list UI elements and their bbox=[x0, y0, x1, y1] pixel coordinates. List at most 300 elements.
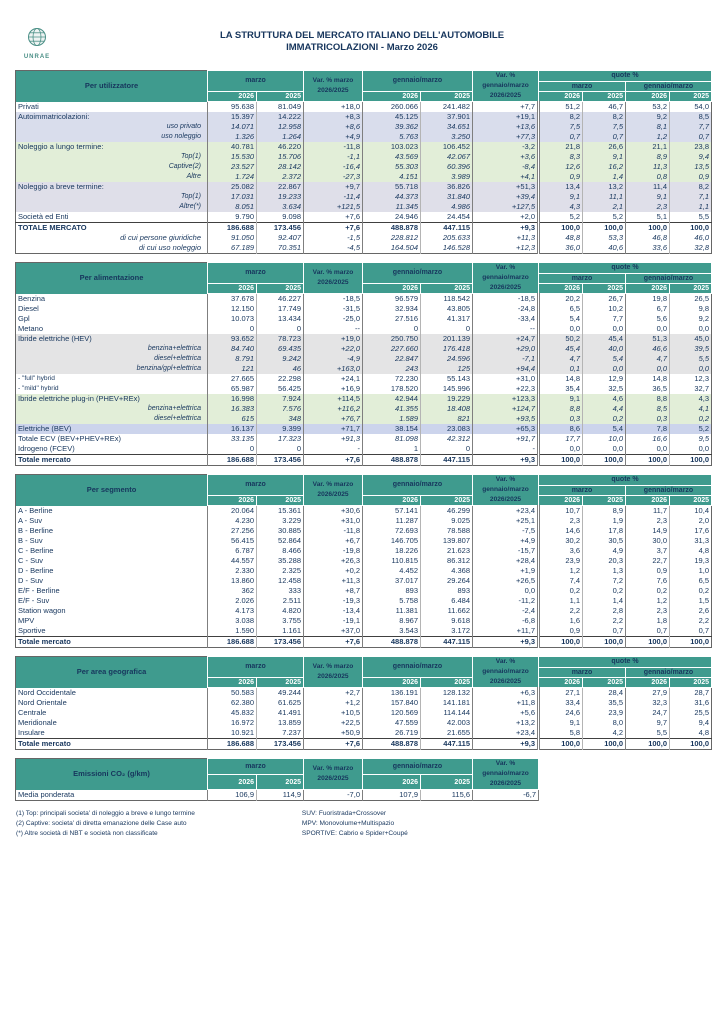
cell-value: 19,3 bbox=[670, 556, 712, 566]
cell-value: 16,6 bbox=[626, 434, 670, 444]
row-label: Station wagon bbox=[16, 606, 208, 616]
cell-value: 11,1 bbox=[583, 192, 626, 202]
row-label: Ibride elettriche (HEV) bbox=[16, 334, 208, 344]
col-year-2026: 2026 bbox=[208, 92, 257, 102]
col-year-2025: 2025 bbox=[583, 284, 626, 294]
cell-value: 16.137 bbox=[231, 424, 254, 433]
row-label: Elettriche (BEV) bbox=[16, 424, 208, 434]
cell-value: 96.579 bbox=[395, 294, 418, 303]
cell-value: 7,2 bbox=[583, 576, 626, 586]
cell-value: 121 bbox=[241, 364, 254, 373]
row-label: Top(1) bbox=[16, 152, 208, 162]
cell-value: 40.781 bbox=[231, 142, 254, 151]
cell-value: 3.543 bbox=[399, 626, 418, 635]
cell-value: 84.740 bbox=[231, 344, 254, 353]
table-body-emissioni-co2 bbox=[16, 790, 539, 801]
cell-value: 42.312 bbox=[421, 434, 473, 444]
cell-value: 0 bbox=[249, 324, 254, 333]
cell-value: 1.590 bbox=[235, 626, 254, 635]
row-label: di cui uso noleggio bbox=[16, 243, 208, 254]
cell-value: 5,2 bbox=[670, 424, 712, 434]
row-label: Società ed Enti bbox=[16, 212, 208, 223]
cell-value: 100,0 bbox=[539, 455, 583, 466]
cell-value: 24.946 bbox=[395, 212, 418, 221]
cell-value: 46,6 bbox=[626, 344, 670, 354]
cell-value: +19,0 bbox=[304, 334, 363, 344]
cell-value: 20,3 bbox=[583, 556, 626, 566]
col-group-quote-gennaio-marzo: gennaio/marzo bbox=[626, 668, 712, 678]
cell-value: +37,0 bbox=[304, 626, 363, 637]
row-label: diesel+elettrica bbox=[16, 414, 208, 424]
cell-value: 0,9 bbox=[670, 172, 712, 182]
cell-value: 44.557 bbox=[231, 556, 254, 565]
cell-value: 7,6 bbox=[626, 576, 670, 586]
table-row bbox=[16, 434, 712, 444]
table-body-segmento bbox=[16, 506, 712, 648]
cell-value: -19,3 bbox=[304, 596, 363, 606]
cell-value: -19,8 bbox=[304, 546, 363, 556]
cell-value: +0,2 bbox=[304, 566, 363, 576]
col-var-gennaio-marzo: Var. % gennaio/marzo 2026/2025 bbox=[473, 759, 539, 790]
cell-value: 9,5 bbox=[670, 434, 712, 444]
cell-value: 27.256 bbox=[231, 526, 254, 535]
cell-value: +114,5 bbox=[304, 394, 363, 404]
cell-value: 9,1 bbox=[583, 152, 626, 162]
row-label: MPV bbox=[16, 616, 208, 626]
row-label: benzina/gpl+elettrica bbox=[16, 364, 208, 374]
col-year-2025: 2025 bbox=[421, 775, 473, 790]
cell-value: 11.662 bbox=[421, 606, 473, 616]
cell-value: -3,2 bbox=[473, 142, 539, 152]
cell-value: 4,7 bbox=[626, 354, 670, 364]
table-row bbox=[16, 324, 712, 334]
cell-value: 11.381 bbox=[395, 606, 418, 615]
cell-value: 12.958 bbox=[257, 122, 304, 132]
table-row bbox=[16, 233, 712, 243]
row-label: E/F - Berline bbox=[16, 586, 208, 596]
cell-value: 5,4 bbox=[583, 354, 626, 364]
cell-value: -18,5 bbox=[473, 294, 539, 305]
cell-value: 11,4 bbox=[626, 182, 670, 192]
header-row bbox=[16, 475, 712, 486]
page-title: LA STRUTTURA DEL MERCATO ITALIANO DELL'AUTOMOBILE bbox=[219, 30, 505, 41]
table-row bbox=[16, 112, 712, 122]
cell-value: 1,5 bbox=[670, 596, 712, 606]
row-label: uso noleggio bbox=[16, 132, 208, 142]
row-label: Totale mercato bbox=[16, 739, 208, 750]
cell-value: 100,0 bbox=[583, 739, 626, 750]
cell-value: 93.652 bbox=[231, 334, 254, 343]
cell-value: +9,3 bbox=[473, 739, 539, 750]
cell-value: 100,0 bbox=[539, 637, 583, 648]
cell-value: 49.244 bbox=[257, 688, 304, 699]
cell-value: 55.143 bbox=[421, 374, 473, 384]
col-group-quote: quote % bbox=[539, 263, 712, 274]
cell-value: 95.638 bbox=[231, 102, 254, 111]
cell-value: 0,0 bbox=[583, 324, 626, 334]
cell-value: 5,5 bbox=[670, 212, 712, 223]
cell-value: 61.625 bbox=[257, 698, 304, 708]
col-year-2026: 2026 bbox=[539, 678, 583, 688]
cell-value: -7,5 bbox=[473, 526, 539, 536]
cell-value: 57.141 bbox=[395, 506, 418, 515]
cell-value: -27,3 bbox=[304, 172, 363, 182]
cell-value: 7,4 bbox=[539, 576, 583, 586]
cell-value: +94,4 bbox=[473, 364, 539, 374]
cell-value: 31,6 bbox=[670, 698, 712, 708]
cell-value: -11,8 bbox=[304, 142, 363, 152]
cell-value: 3.038 bbox=[235, 616, 254, 625]
cell-value: 31,3 bbox=[670, 536, 712, 546]
cell-value: 4,7 bbox=[539, 354, 583, 364]
cell-value: +163,0 bbox=[304, 364, 363, 374]
cell-value: 35.288 bbox=[257, 556, 304, 566]
cell-value: 1,4 bbox=[583, 172, 626, 182]
cell-value: 1,1 bbox=[670, 202, 712, 212]
table-row bbox=[16, 374, 712, 384]
cell-value: +93,5 bbox=[473, 414, 539, 424]
cell-value: 1,3 bbox=[583, 566, 626, 576]
cell-value: 4,3 bbox=[539, 202, 583, 212]
cell-value: 9,8 bbox=[670, 304, 712, 314]
table-header-area-geografica bbox=[16, 657, 712, 688]
cell-value: 362 bbox=[241, 586, 254, 595]
cell-value: +9,3 bbox=[473, 455, 539, 466]
table-row bbox=[16, 182, 712, 192]
cell-value: -25,0 bbox=[304, 314, 363, 324]
cell-value: 8,9 bbox=[583, 506, 626, 517]
cell-value: 12.150 bbox=[231, 304, 254, 313]
cell-value: +25,1 bbox=[473, 516, 539, 526]
cell-value: 100,0 bbox=[583, 455, 626, 466]
col-year-2025: 2025 bbox=[257, 775, 304, 790]
cell-value: 45,4 bbox=[539, 344, 583, 354]
cell-value: -33,4 bbox=[473, 314, 539, 324]
cell-value: +76,7 bbox=[304, 414, 363, 424]
column-group-label: Emissioni CO₂ (g/km) bbox=[16, 759, 208, 790]
cell-value: 4.452 bbox=[399, 566, 418, 575]
cell-value: 2,3 bbox=[626, 202, 670, 212]
cell-value: +10,5 bbox=[304, 708, 363, 718]
col-year-2026: 2026 bbox=[363, 496, 421, 506]
cell-value: 178.520 bbox=[390, 384, 418, 393]
cell-value: 46.220 bbox=[257, 142, 304, 152]
cell-value: 29.264 bbox=[421, 576, 473, 586]
cell-value: 56.425 bbox=[257, 384, 304, 394]
cell-value: 100,0 bbox=[626, 739, 670, 750]
col-group-quote-gennaio-marzo: gennaio/marzo bbox=[626, 486, 712, 496]
table-row bbox=[16, 556, 712, 566]
row-label: Metano bbox=[16, 324, 208, 334]
cell-value: 12.458 bbox=[257, 576, 304, 586]
cell-value: 1,8 bbox=[626, 616, 670, 626]
cell-value: 3.229 bbox=[257, 516, 304, 526]
cell-value: 7,1 bbox=[670, 192, 712, 202]
row-label: - "full" hybrid bbox=[16, 374, 208, 384]
cell-value: 45,0 bbox=[670, 334, 712, 344]
table-row bbox=[16, 526, 712, 536]
cell-value: 447.115 bbox=[421, 455, 473, 466]
table-row bbox=[16, 708, 712, 718]
cell-value: 20,2 bbox=[539, 294, 583, 305]
cell-value: +5,6 bbox=[473, 708, 539, 718]
cell-value: 3,7 bbox=[626, 546, 670, 556]
cell-value: 0,9 bbox=[626, 566, 670, 576]
col-year-2026: 2026 bbox=[363, 92, 421, 102]
col-group-marzo: marzo bbox=[208, 71, 304, 92]
cell-value: 30,2 bbox=[539, 536, 583, 546]
cell-value: 139.807 bbox=[421, 536, 473, 546]
cell-value: 5.758 bbox=[399, 596, 418, 605]
cell-value: 4,4 bbox=[583, 404, 626, 414]
table-row bbox=[16, 536, 712, 546]
cell-value: 5,4 bbox=[583, 424, 626, 434]
cell-value: 0,7 bbox=[583, 132, 626, 142]
cell-value: 32,5 bbox=[583, 384, 626, 394]
cell-value: 42.003 bbox=[421, 718, 473, 728]
cell-value: 24,6 bbox=[539, 708, 583, 718]
cell-value: 41.491 bbox=[257, 708, 304, 718]
cell-value: 0 bbox=[257, 324, 304, 334]
cell-value: 11.287 bbox=[395, 516, 418, 525]
cell-value: 4.986 bbox=[421, 202, 473, 212]
cell-value: 2.372 bbox=[257, 172, 304, 182]
cell-value: 128.132 bbox=[421, 688, 473, 699]
cell-value: 14,6 bbox=[539, 526, 583, 536]
col-year-2026: 2026 bbox=[626, 92, 670, 102]
cell-value: 100,0 bbox=[539, 739, 583, 750]
cell-value: +7,6 bbox=[304, 455, 363, 466]
cell-value: 2,3 bbox=[626, 606, 670, 616]
table-utilizzatore bbox=[15, 70, 712, 254]
row-label: Noleggio a breve termine: bbox=[16, 182, 208, 192]
cell-value: 488.878 bbox=[363, 223, 421, 234]
row-label: A - Berline bbox=[16, 506, 208, 517]
table-header-utilizzatore bbox=[16, 71, 712, 102]
cell-value: 9,1 bbox=[539, 192, 583, 202]
row-label: Altre bbox=[16, 172, 208, 182]
col-group-quote-marzo: marzo bbox=[539, 82, 626, 92]
cell-value: +12,3 bbox=[473, 243, 539, 254]
cell-value: 1,4 bbox=[583, 596, 626, 606]
table-row bbox=[16, 162, 712, 172]
col-year-2025: 2025 bbox=[421, 496, 473, 506]
cell-value: 86.312 bbox=[421, 556, 473, 566]
table-row bbox=[16, 790, 539, 801]
cell-value: +7,7 bbox=[473, 102, 539, 113]
cell-value: 118.542 bbox=[421, 294, 473, 305]
col-group-quote-marzo: marzo bbox=[539, 668, 626, 678]
cell-value: 0,0 bbox=[626, 444, 670, 455]
cell-value: +7,6 bbox=[304, 739, 363, 750]
row-label: - "mild" hybrid bbox=[16, 384, 208, 394]
cell-value: 110.815 bbox=[391, 556, 418, 565]
cell-value: 0 bbox=[421, 324, 473, 334]
cell-value: 0,7 bbox=[583, 626, 626, 637]
cell-value: 5,2 bbox=[539, 212, 583, 223]
cell-value: 114,9 bbox=[257, 790, 304, 801]
col-var-marzo: Var. % marzo 2026/2025 bbox=[304, 657, 363, 688]
cell-value: 13.434 bbox=[257, 314, 304, 324]
cell-value: 12,3 bbox=[670, 374, 712, 384]
table-row bbox=[16, 294, 712, 305]
cell-value: 28,4 bbox=[583, 688, 626, 699]
cell-value: 15.530 bbox=[231, 152, 254, 161]
table-row bbox=[16, 576, 712, 586]
cell-value: 30,5 bbox=[583, 536, 626, 546]
cell-value: 2,2 bbox=[539, 606, 583, 616]
cell-value: 114.144 bbox=[421, 708, 473, 718]
cell-value: 0,0 bbox=[539, 324, 583, 334]
cell-value: +50,9 bbox=[304, 728, 363, 739]
cell-value: 8,3 bbox=[539, 152, 583, 162]
footnote-line: SUV: Fuoristrada+Crossover bbox=[301, 810, 387, 817]
titles bbox=[0, 26, 724, 54]
col-year-2025: 2025 bbox=[670, 92, 712, 102]
cell-value: +18,0 bbox=[304, 102, 363, 113]
cell-value: 32,8 bbox=[670, 243, 712, 254]
cell-value: 8,8 bbox=[626, 394, 670, 404]
col-year-2025: 2025 bbox=[257, 496, 304, 506]
cell-value: 2,6 bbox=[670, 606, 712, 616]
cell-value: -11,2 bbox=[473, 596, 539, 606]
col-group-marzo: marzo bbox=[208, 759, 304, 775]
cell-value: 13,5 bbox=[670, 162, 712, 172]
cell-value: 201.139 bbox=[421, 334, 473, 344]
cell-value: 26,5 bbox=[670, 294, 712, 305]
row-label: Meridionale bbox=[16, 718, 208, 728]
cell-value: +4,9 bbox=[304, 132, 363, 142]
cell-value: 0,7 bbox=[539, 132, 583, 142]
table-row bbox=[16, 243, 712, 254]
col-year-2025: 2025 bbox=[670, 678, 712, 688]
cell-value: 13,4 bbox=[539, 182, 583, 192]
cell-value: 0,2 bbox=[670, 586, 712, 596]
cell-value: +22,0 bbox=[304, 344, 363, 354]
table-row bbox=[16, 223, 712, 234]
cell-value: 35,5 bbox=[583, 698, 626, 708]
cell-value: 6.787 bbox=[235, 546, 254, 555]
table-body-area-geografica bbox=[16, 688, 712, 750]
cell-value: 23.527 bbox=[231, 162, 254, 171]
cell-value: 23,9 bbox=[583, 708, 626, 718]
cell-value: 4.151 bbox=[399, 172, 418, 181]
cell-value: 0,0 bbox=[473, 586, 539, 596]
row-label: C - Berline bbox=[16, 546, 208, 556]
cell-value: +4,1 bbox=[473, 172, 539, 182]
cell-value: +4,9 bbox=[473, 536, 539, 546]
cell-value: 348 bbox=[257, 414, 304, 424]
cell-value: 13.860 bbox=[231, 576, 254, 585]
cell-value: 53,2 bbox=[626, 102, 670, 113]
col-group-quote-gennaio-marzo: gennaio/marzo bbox=[626, 82, 712, 92]
cell-value: 3.755 bbox=[257, 616, 304, 626]
cell-value: 9,1 bbox=[626, 192, 670, 202]
cell-value: 46,8 bbox=[626, 233, 670, 243]
cell-value: 33.135 bbox=[231, 434, 254, 443]
cell-value: 14,9 bbox=[626, 526, 670, 536]
table-row bbox=[16, 516, 712, 526]
cell-value: 333 bbox=[257, 586, 304, 596]
tables-root bbox=[15, 70, 724, 801]
cell-value: 41.317 bbox=[421, 314, 473, 324]
cell-value: 38.154 bbox=[395, 424, 418, 433]
cell-value: +7,6 bbox=[304, 223, 363, 234]
col-year-2026: 2026 bbox=[626, 678, 670, 688]
cell-value: 55.303 bbox=[395, 162, 418, 171]
cell-value: 205.633 bbox=[421, 233, 473, 243]
table-row bbox=[16, 172, 712, 182]
col-var-gennaio-marzo: Var. % gennaio/marzo 2026/2025 bbox=[473, 71, 539, 102]
cell-value: 8,1 bbox=[626, 122, 670, 132]
cell-value: 27.665 bbox=[231, 374, 254, 383]
cell-value: 17,6 bbox=[670, 526, 712, 536]
cell-value: 1,6 bbox=[539, 616, 583, 626]
cell-value: 2,2 bbox=[583, 616, 626, 626]
cell-value: 25,5 bbox=[670, 708, 712, 718]
cell-value: 7.576 bbox=[257, 404, 304, 414]
cell-value: 3.634 bbox=[257, 202, 304, 212]
cell-value: 173.456 bbox=[257, 739, 304, 750]
cell-value: 0,0 bbox=[670, 324, 712, 334]
cell-value: 164.504 bbox=[390, 243, 418, 252]
cell-value: +3,6 bbox=[473, 152, 539, 162]
cell-value: 0 bbox=[421, 444, 473, 455]
cell-value: 81.049 bbox=[257, 102, 304, 113]
cell-value: 821 bbox=[421, 414, 473, 424]
row-label: A - Suv bbox=[16, 516, 208, 526]
cell-value: 23,9 bbox=[539, 556, 583, 566]
cell-value: 8,5 bbox=[626, 404, 670, 414]
cell-value: 26,7 bbox=[583, 294, 626, 305]
cell-value: 2,3 bbox=[626, 516, 670, 526]
col-year-2026: 2026 bbox=[539, 284, 583, 294]
cell-value: 33,4 bbox=[539, 698, 583, 708]
cell-value: 4,8 bbox=[670, 546, 712, 556]
table-row bbox=[16, 718, 712, 728]
col-year-2026: 2026 bbox=[626, 496, 670, 506]
col-group-gennaio-marzo: gennaio/marzo bbox=[363, 71, 473, 92]
table-alimentazione bbox=[15, 262, 712, 466]
cell-value: +77,3 bbox=[473, 132, 539, 142]
cell-value: 145.996 bbox=[421, 384, 473, 394]
page-header bbox=[0, 26, 724, 68]
cell-value: +11,3 bbox=[473, 233, 539, 243]
table-row bbox=[16, 122, 712, 132]
cell-value: 22.867 bbox=[257, 182, 304, 192]
cell-value: 0,2 bbox=[626, 586, 670, 596]
cell-value: 100,0 bbox=[626, 455, 670, 466]
cell-value: 53,3 bbox=[583, 233, 626, 243]
cell-value: +65,3 bbox=[473, 424, 539, 434]
cell-value: 0,0 bbox=[670, 364, 712, 374]
cell-value: +121,5 bbox=[304, 202, 363, 212]
cell-value: 2.325 bbox=[257, 566, 304, 576]
cell-value: 46 bbox=[257, 364, 304, 374]
col-group-quote: quote % bbox=[539, 71, 712, 82]
cell-value: -2,4 bbox=[473, 606, 539, 616]
cell-value: 6.484 bbox=[421, 596, 473, 606]
cell-value: 2,0 bbox=[670, 516, 712, 526]
cell-value: -18,5 bbox=[304, 294, 363, 305]
cell-value: 8.051 bbox=[235, 202, 254, 211]
table-area-geografica bbox=[15, 656, 712, 750]
cell-value: 2,3 bbox=[539, 516, 583, 526]
col-var-marzo: Var. % marzo 2026/2025 bbox=[304, 71, 363, 102]
cell-value: 11,3 bbox=[626, 162, 670, 172]
row-label: Diesel bbox=[16, 304, 208, 314]
cell-value: +23,4 bbox=[473, 506, 539, 517]
